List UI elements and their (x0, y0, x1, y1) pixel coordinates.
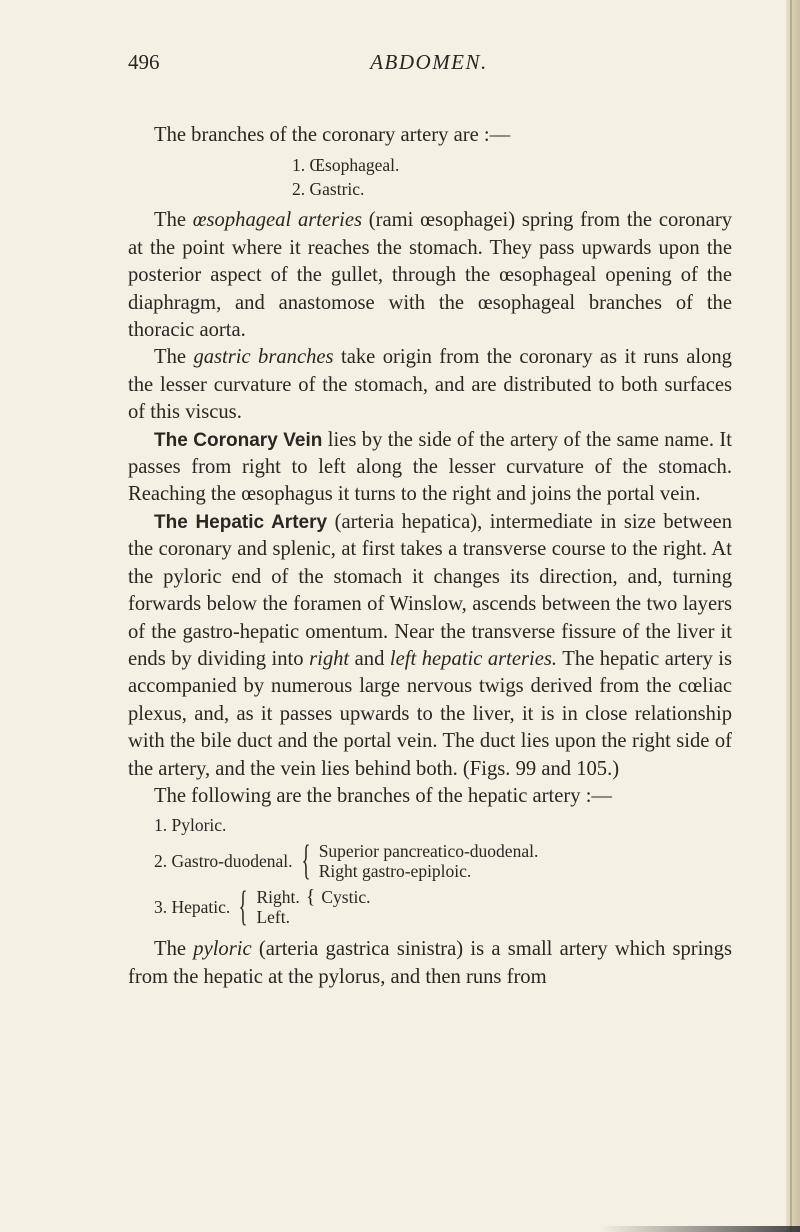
sub-branch: Right. (256, 887, 300, 908)
paragraph-text: take origin from the coronary as it runs along the lesser curvature of the stomach, and are distributed to both surfaces of this viscus. (128, 346, 732, 424)
page-header (128, 50, 730, 84)
sub-branch-stack (319, 841, 539, 881)
hepatic-branches-intro: The following are the branches of the hepatic artery :— (154, 784, 613, 807)
list-item (154, 884, 732, 931)
term-gastric-branches: gastric branches (193, 346, 334, 369)
term-pyloric: pyloric (193, 938, 252, 961)
sub-branch: Right gastro-epiploic. (318, 861, 472, 882)
coronary-vein-paragraph (128, 427, 732, 509)
intro-paragraph: The branches of the coronary artery are :— (154, 124, 511, 146)
sub-branch-cystic: Cystic. (321, 887, 371, 908)
text-lead: The (154, 346, 194, 369)
coronary-branch-list (128, 153, 732, 201)
paragraph-text: The hepatic artery is accompanied by numerous large nervous twigs derived from the cœliac plexus, and, as it passes upwards to the liver, it is in close relationship with the bile duct and the portal vein. The duct lies upon the right side of the artery, and the vein lies behind both. (Figs. 99 and 105.) (128, 647, 733, 780)
sub-branch: Superior pancreatico-duodenal. (318, 841, 539, 862)
text-lead: The (154, 938, 194, 961)
hepatic-artery-paragraph (128, 509, 732, 783)
paragraph-text: lies by the side of the artery of the same name. It passes from right to left along the lesser curvature of the stomach. Reaching the œsophagus it turns to the right and joins the portal vein. (128, 428, 733, 506)
heading-coronary-vein: The Coronary Vein (154, 429, 323, 451)
page-edge-line (790, 0, 792, 1232)
gastric-paragraph (128, 344, 732, 426)
sub-branch-row (256, 887, 370, 907)
term-oesophageal-arteries: œsophageal arteries (192, 209, 363, 232)
sub-branch: Left. (256, 907, 290, 928)
term-right: right (309, 647, 350, 670)
text-lead: The (154, 209, 193, 232)
list-item (154, 838, 732, 885)
heading-hepatic-artery: The Hepatic Artery (154, 511, 328, 533)
paragraph-text: (rami œsophagei) spring from the coronary at the point where it reaches the stomach. They pass upwards upon the posterior aspect of the gullet, through the œsophageal opening of the diaphragm, and anastomose with the œsophageal branches of the thoracic aorta. (128, 209, 733, 342)
oesophageal-paragraph (128, 207, 732, 344)
branch-hepatic: 3. Hepatic. (154, 897, 231, 918)
paragraph-text: (arteria hepatica), intermediate in size between the coronary and splenic, at first takes a transverse course to the right. At the pyloric end of the stomach it changes its direction, and, turning forwards below the foramen of Winslow, ascends between the two layers of the gastro-hepatic omentum. Near the transverse fissure of the liver it ends by dividing into (128, 510, 732, 670)
list-item (154, 814, 732, 836)
brace-glyph: { (301, 838, 311, 885)
page-body (128, 122, 732, 991)
term-left-hepatic-arteries: left hepatic arteries. (389, 647, 558, 670)
page-edge (786, 0, 800, 1232)
page-number: 496 (128, 50, 160, 74)
brace-glyph: { (238, 884, 248, 931)
list-item: 1. Œsophageal. (292, 155, 400, 176)
hepatic-branch-list (128, 814, 732, 931)
running-head: ABDOMEN. (370, 50, 488, 74)
list-item: 2. Gastric. (292, 179, 365, 200)
pyloric-paragraph (128, 936, 732, 991)
text-and: and (349, 647, 390, 670)
branch-gastro-duodenal: 2. Gastro-duodenal. (154, 851, 293, 872)
paragraph-text: (arteria gastrica sinistra) is a small artery which springs from the hepatic at the pylorus, and then runs from (128, 938, 732, 988)
sub-branch-stack (256, 887, 370, 927)
branch-pyloric: 1. Pyloric. (154, 815, 227, 836)
brace-glyph: { (305, 886, 316, 909)
bottom-shadow (600, 1226, 800, 1232)
